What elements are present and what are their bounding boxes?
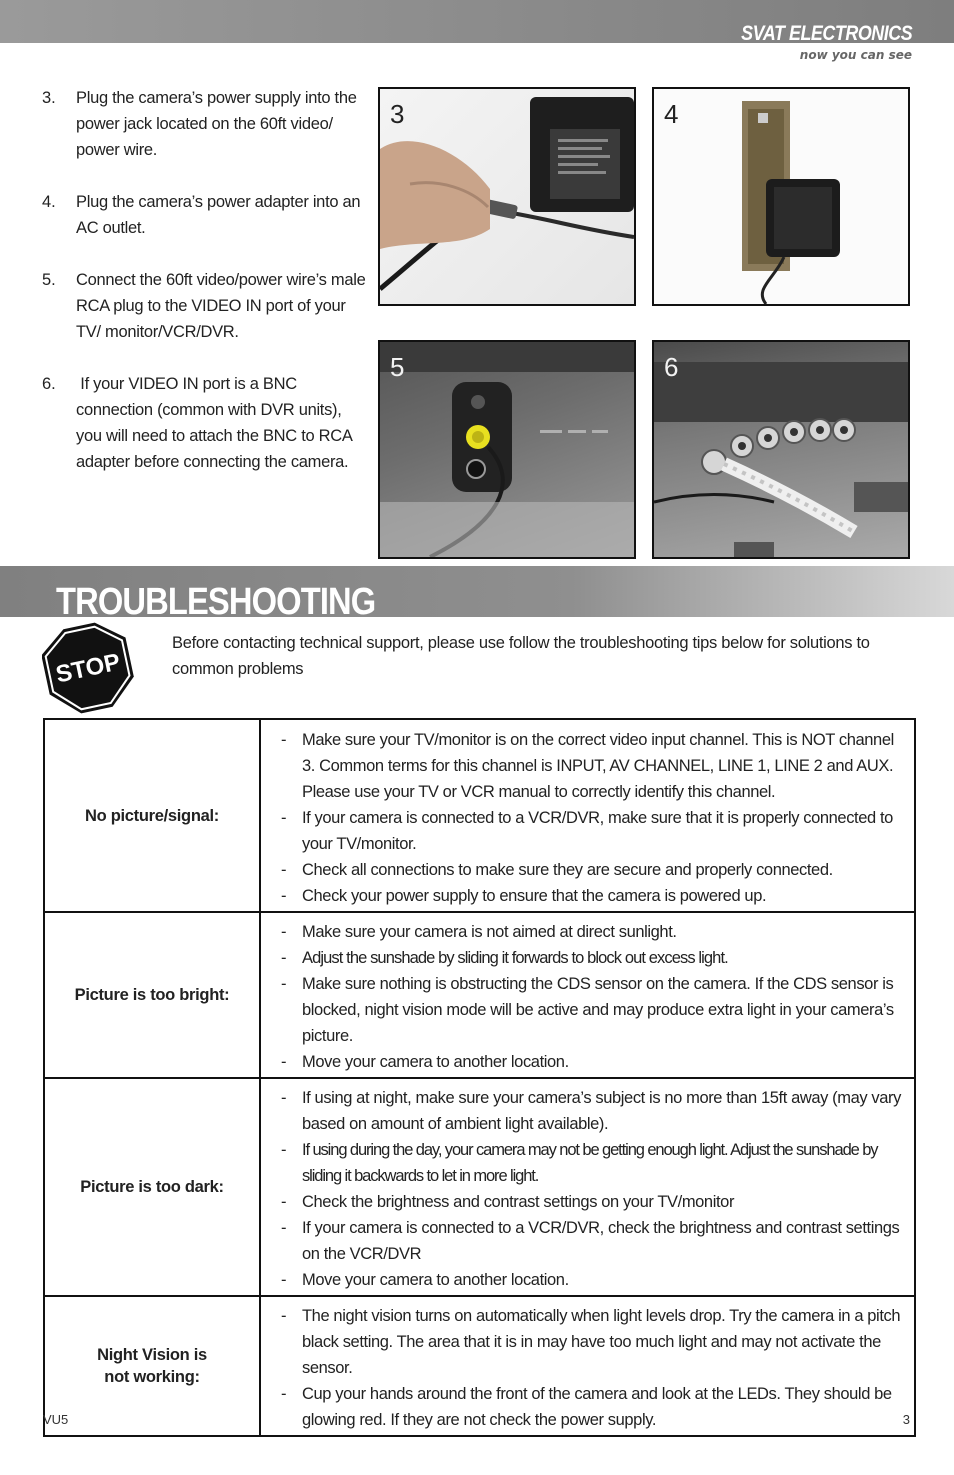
stop-sign-icon (42, 622, 134, 714)
step-number: 4. (42, 193, 56, 211)
power-supply-illustration (380, 89, 634, 304)
step-text: Plug the camera’s power adapter into an AC outlet. (76, 193, 361, 237)
tip-item: - If using at night, make sure your camera’s subject is no more than 15ft away (may vary based on amount of ambient light available). (281, 1085, 906, 1137)
page-number: 3 (902, 1412, 910, 1427)
tip-item: - Make sure your TV/monitor is on the correct video input channel. This is NOT channel 3. Common terms for this channel is INPUT, AV CHANNEL, LINE 1, LINE 2 and AUX. Please use your TV or VCR manual to correctly identify this channel. (281, 727, 906, 805)
troubleshooting-table (43, 718, 916, 1437)
issue-label: Picture is too dark: (44, 1078, 260, 1296)
section-title: TROUBLESHOOTING (56, 581, 376, 623)
tips-cell (260, 1078, 915, 1296)
ac-adapter-illustration (654, 89, 908, 304)
stop-sign-text: STOP (53, 648, 123, 689)
tip-item: - If your camera is connected to a VCR/DVR, check the brightness and contrast settings on the VCR/DVR (281, 1215, 906, 1267)
step-item (42, 189, 367, 241)
photo-label: 5 (390, 352, 405, 382)
troubleshooting-intro: Before contacting technical support, please use follow the troubleshooting tips below for solutions to common problems (172, 634, 870, 678)
step-item (42, 371, 367, 475)
setup-steps (42, 85, 367, 501)
tip-item: - Move your camera to another location. (281, 1267, 906, 1293)
model-number: VU5 (43, 1412, 69, 1427)
brand-logo (711, 22, 912, 62)
step-number: 6. (42, 375, 56, 393)
dvr-bnc-illustration (654, 342, 908, 557)
step-item (42, 85, 367, 163)
tv-rca-illustration (380, 342, 634, 557)
issue-label: Picture is too bright: (44, 912, 260, 1078)
tip-item: - Adjust the sunshade by sliding it forwards to block out excess light. (281, 945, 906, 971)
tip-item: - Check your power supply to ensure that the camera is powered up. (281, 883, 906, 909)
table-row (44, 1078, 915, 1296)
tip-item: - Cup your hands around the front of the camera and look at the LEDs. They should be glowing red. If they are not check the power supply. (281, 1381, 906, 1433)
photo-power-supply-connection (378, 87, 636, 306)
step-text: Connect the 60ft video/power wire’s male RCA plug to the VIDEO IN port of your TV/ monitor/VCR/DVR. (76, 271, 366, 341)
tip-item: - Make sure nothing is obstructing the CDS sensor on the camera. If the CDS sensor is blocked, night vision mode will be active and may produce extra light in your camera’s picture. (281, 971, 906, 1049)
photo-label: 6 (664, 352, 679, 382)
tip-item: - Check the brightness and contrast settings on your TV/monitor (281, 1189, 906, 1215)
step-text: Plug the camera’s power supply into the power jack located on the 60ft video/ power wire. (76, 89, 357, 159)
tips-cell (260, 1296, 915, 1436)
step-item (42, 267, 367, 345)
photo-label: 4 (664, 99, 679, 129)
tip-item: - Move your camera to another location. (281, 1049, 906, 1075)
table-row (44, 912, 915, 1078)
photo-ac-outlet (652, 87, 910, 306)
issue-label: No picture/signal: (44, 719, 260, 912)
photo-label: 3 (390, 99, 405, 129)
brand-name: SVAT ELECTRONICS (740, 22, 912, 45)
tips-cell (260, 912, 915, 1078)
table-row (44, 1296, 915, 1436)
table-row (44, 719, 915, 912)
step-text: If your VIDEO IN port is a BNC connection (common with DVR units), you will need to attach the BNC to RCA adapter before connecting the camera. (76, 375, 356, 471)
tips-cell (260, 719, 915, 912)
brand-tagline: now you can see (799, 48, 912, 62)
step-number: 3. (42, 89, 56, 107)
tip-item: - If your camera is connected to a VCR/DVR, make sure that it is properly connected to your TV/monitor. (281, 805, 906, 857)
tip-item: - The night vision turns on automatically when light levels drop. Try the camera in a pitch black setting. The area that it is in may have too much light and may not activate the sensor. (281, 1303, 906, 1381)
issue-label: Night Vision is not working: (44, 1296, 260, 1436)
tip-item: - Check all connections to make sure they are secure and properly connected. (281, 857, 906, 883)
photo-bnc-adapter (652, 340, 910, 559)
tip-item: - If using during the day, your camera may not be getting enough light. Adjust the sunshade by sliding it backwards to let in more light. (281, 1137, 906, 1189)
photo-rca-video-in (378, 340, 636, 559)
tip-item: - Make sure your camera is not aimed at direct sunlight. (281, 919, 906, 945)
step-number: 5. (42, 271, 56, 289)
